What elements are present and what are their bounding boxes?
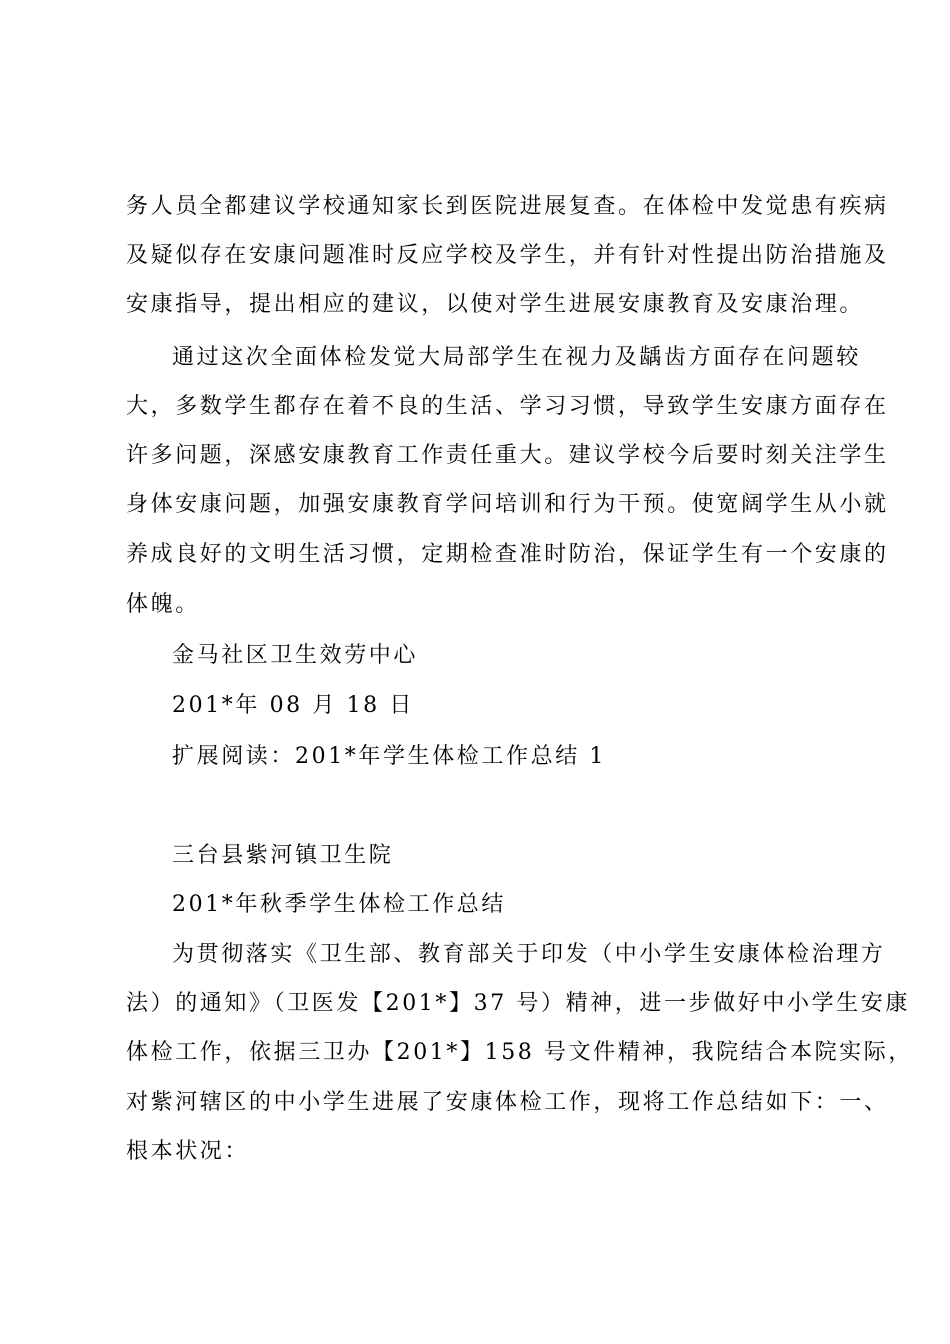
paragraph-1-line-1: 务人员全都建议学校通知家长到医院进展复查。在体检中发觉患有疾病: [126, 194, 889, 219]
paragraph-3-line-3: 体检工作，依据三卫办【201*】158 号文件精神，我院结合本院实际，: [126, 1040, 913, 1065]
signature-organization: 金马社区卫生效劳中心: [172, 643, 419, 668]
paragraph-2-line-6: 体魄。: [126, 592, 200, 617]
hospital-name: 三台县紫河镇卫生院: [172, 843, 394, 868]
paragraph-2-line-1: 通过这次全面体检发觉大局部学生在视力及龋齿方面存在问题较: [172, 345, 861, 370]
paragraph-2-line-4: 身体安康问题，加强安康教育学问培训和行为干预。使宽阔学生从小就: [126, 492, 889, 517]
paragraph-3-line-2: 法）的通知》（卫医发【201*】37 号）精神，进一步做好中小学生安康: [126, 991, 910, 1016]
paragraph-3-line-4: 对紫河辖区的中小学生进展了安康体检工作，现将工作总结如下：一、: [126, 1090, 889, 1115]
paragraph-2-line-3: 许多问题，深感安康教育工作责任重大。建议学校今后要时刻关注学生: [126, 443, 889, 468]
extended-reading-heading: 扩展阅读：201*年学生体检工作总结 1: [172, 744, 606, 769]
paragraph-3-line-1: 为贯彻落实《卫生部、教育部关于印发（中小学生安康体检治理方: [172, 942, 886, 967]
report-title: 201*年秋季学生体检工作总结: [172, 892, 506, 917]
paragraph-1-line-2: 及疑似存在安康问题准时反应学校及学生，并有针对性提出防治措施及: [126, 243, 889, 268]
paragraph-2-line-2: 大，多数学生都存在着不良的生活、学习习惯，导致学生安康方面存在: [126, 394, 889, 419]
paragraph-3-line-5: 根本状况：: [126, 1139, 250, 1164]
paragraph-2-line-5: 养成良好的文明生活习惯，定期检查准时防治，保证学生有一个安康的: [126, 542, 889, 567]
paragraph-1-line-3: 安康指导，提出相应的建议，以使对学生进展安康教育及安康治理。: [126, 292, 865, 317]
signature-date: 201*年 08 月 18 日: [172, 693, 414, 718]
